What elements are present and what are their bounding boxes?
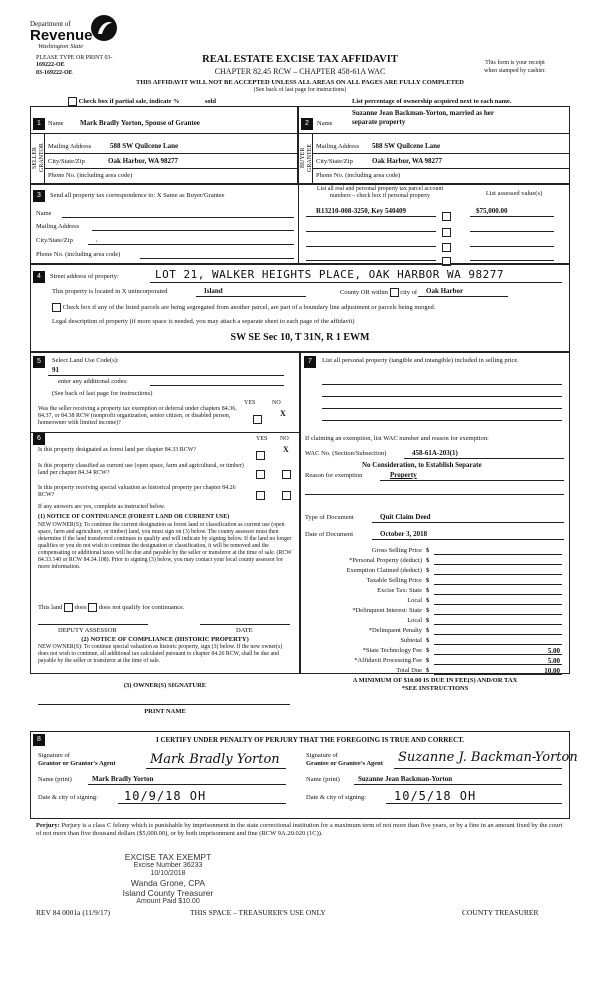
fee-input-line — [434, 594, 562, 595]
certify-statement: I CERTIFY UNDER PENALTY OF PERJURY THAT THE FOREGOING IS TRUE AND CORRECT. — [155, 736, 464, 744]
fee-input-line — [434, 564, 562, 565]
fee-currency: $ — [426, 607, 430, 614]
section-number-6: 6 — [33, 433, 45, 445]
s3-phone-label: Phone No. (including area code) — [36, 251, 121, 258]
grantor-signature: Mark Bradly Yorton — [150, 752, 280, 767]
s5-exempt-yes-checkbox[interactable] — [253, 410, 262, 428]
reason-line-1: No Consideration, to Establish Separate — [362, 461, 482, 469]
county-treasurer-label: COUNTY TREASURER — [462, 908, 539, 917]
doc-date-value: October 3, 2018 — [380, 530, 428, 538]
fee-label: Local — [407, 597, 422, 604]
assessed-header: List assessed value(s) — [485, 190, 543, 197]
grantor-date-label: Date & city of signing: — [38, 794, 98, 801]
fee-currency: $ — [426, 627, 430, 634]
s6-if-yes: If any answers are yes, complete as instructed below. — [38, 504, 166, 510]
grantee-name: Suzanne Jean Backman-Yorton — [358, 775, 453, 783]
perjury-notice: Perjury: Perjury is a class C felony which is punishable by imprisonment in the state correctional institution for a maximum term of not more than five years, or by a fine in an amount fixed by the court of not more than five thousand dollars ($5,000.00), or by both imprisonment and fine (RCW 9A.20.020 (1C)). — [36, 822, 563, 837]
dor-logo-mark — [90, 14, 118, 42]
notice-2-title: (2) NOTICE OF COMPLIANCE (HISTORIC PROPERTY) — [81, 636, 249, 643]
buyer-city: Oak Harbor, WA 98277 — [372, 157, 443, 165]
parcel-number: R13210-008-3250, Key 540409 — [316, 207, 407, 215]
fee-input-line — [434, 604, 562, 605]
fee-label: Total Due — [396, 667, 422, 674]
s3-name-label: Name — [36, 210, 52, 217]
fee-row — [302, 596, 568, 606]
fee-row — [302, 646, 568, 656]
fee-input-line — [434, 554, 562, 555]
buyer-mailing: 588 SW Quilcene Lane — [372, 142, 441, 150]
fee-row — [302, 606, 568, 616]
notice-1-body: NEW OWNER(S): To continue the current designation as forest land or classification as current use (open space, farm and agriculture, or timber) land, you must sign on (3) below. The county assessor must then determine if the land transferred continues to qualify and will indicate by signing below. If the land no longer qualifies or you do not wish to continue the designation or classification, it will be removed and the compensating or additional taxes will be due and payable by the seller or transferor at the time of sale. (RCW 84.33.140 or RCW 84.34.108). Prior to signing (3) below, you may contact your local county assessor for more information. — [38, 522, 292, 570]
fee-table — [302, 546, 568, 676]
seller-mailing: 588 SW Quilcene Lane — [110, 142, 179, 150]
see-back: (See back of last page for instructions) — [253, 87, 347, 93]
s5-see-back: (See back of last page for instructions) — [52, 390, 153, 397]
s6-q2-yes-checkbox[interactable] — [256, 465, 265, 483]
parcel-header-1: List all real and personal property tax parcel account — [316, 186, 444, 192]
s5-exempt-question: Was the seller receiving a property tax exemption or deferral under chapters 84.36, 84.37, or 84.38 RCW (nonprofit organization, senior citizen, or disabled person, homeowner with limited income)? — [38, 406, 237, 426]
seller-name-label: Name — [48, 120, 64, 127]
fee-currency: $ — [426, 647, 430, 654]
fee-currency: $ — [426, 577, 430, 584]
notice-2-body: NEW OWNER(S): To continue special valuation as historic property, sign (3) below. If the new owner(s) does not wish to continue, all additional tax calculated pursuant to chapter 84.26 RCW, shall be due and payable by the seller or transferor at the time of sale. — [38, 644, 283, 664]
land-use-code: 91 — [52, 366, 59, 374]
fee-label: Subtotal — [400, 637, 422, 644]
logo-name: Revenue — [30, 27, 93, 44]
s6-yes-header: YES — [256, 436, 268, 442]
deputy-assessor-label: DEPUTY ASSESSOR — [58, 627, 117, 634]
fee-currency: $ — [426, 567, 430, 574]
doc-id-1: 169222-OE — [36, 62, 65, 68]
seller-side-label: SELLER GRANTOR — [32, 143, 45, 173]
doc-id-2: 03-169222-OE — [36, 70, 73, 76]
legal-label: Legal description of property (if more space is needed, you may attach a separate sheet to each page of the affidavit) — [52, 318, 355, 325]
buyer-phone-label: Phone No. (including area code) — [316, 172, 401, 179]
wac-label: WAC No. (Section/Subsection) — [305, 450, 387, 457]
s5-no-header: NO — [272, 400, 281, 406]
fee-label: *Affidavit Processing Fee — [354, 657, 422, 664]
fee-row — [302, 626, 568, 636]
logo-state: Washington State — [38, 43, 84, 50]
fee-input-line — [434, 634, 562, 635]
parcel-header-2: numbers – check box if personal property — [330, 193, 430, 199]
buyer-city-label: City/State/Zip — [316, 158, 353, 165]
segregated-row — [52, 303, 435, 312]
form-subtitle: CHAPTER 82.45 RCW – CHAPTER 458-61A WAC — [214, 67, 386, 76]
county-or-within: County OR within city of — [340, 288, 418, 296]
street-label: Street address of property: — [50, 273, 119, 280]
s6-q1-yes-checkbox[interactable] — [256, 446, 265, 464]
fee-input-line — [434, 664, 562, 665]
section-number-3: 3 — [33, 190, 45, 202]
assessor-date-label: DATE — [236, 627, 253, 634]
fee-currency: $ — [426, 667, 430, 674]
fee-row — [302, 576, 568, 586]
fee-currency: $ — [426, 557, 430, 564]
s6-q3: Is this property receiving special valuation as historical property per chapter 84.26 RCW? — [38, 485, 236, 498]
fee-value: 10.00 — [544, 667, 560, 675]
fee-row — [302, 666, 568, 676]
dor-logo — [30, 14, 125, 54]
buyer-side-label: BUYER GRANTEE — [300, 144, 313, 172]
land-use-label: Select Land Use Code(s): — [52, 357, 119, 364]
fee-currency: $ — [426, 597, 430, 604]
s6-q2: Is this property classified as current use (open space, farm and agricultural, or timber) land per chapter 84.34 RCW? — [38, 463, 244, 476]
fee-currency: $ — [426, 587, 430, 594]
grantor-name: Mark Bradly Yorton — [92, 775, 154, 783]
county-value: Island — [204, 287, 223, 295]
city-value: Oak Harbor — [426, 287, 464, 295]
buyer-name-2: separate property — [352, 118, 406, 126]
see-instructions: *SEE INSTRUCTIONS — [401, 685, 469, 692]
fee-input-line — [434, 624, 562, 625]
grantee-date: 10/5/18 OH — [394, 789, 477, 803]
section-number-7: 7 — [304, 356, 316, 368]
grantee-name-label: Name (print) — [306, 776, 340, 783]
seller-name: Mark Bradly Yorton, Spouse of Grantee — [80, 119, 200, 127]
treasurer-use-only: THIS SPACE – TREASURER'S USE ONLY — [190, 908, 326, 917]
grantor-name-label: Name (print) — [38, 776, 72, 783]
fee-row — [302, 636, 568, 646]
section-number-4: 4 — [33, 271, 45, 283]
section-5-6 — [30, 352, 300, 674]
sold-label: sold — [204, 97, 217, 105]
fee-currency: $ — [426, 657, 430, 664]
fee-row — [302, 656, 568, 666]
minimum-due: A MINIMUM OF $10.00 IS DUE IN FEE(S) AND/OR TAX — [352, 677, 518, 684]
fee-label: Exemption Claimed (deduct) — [346, 567, 422, 574]
fee-input-line — [434, 644, 562, 645]
buyer-name-label: Name — [317, 120, 333, 127]
section-number-8: 8 — [33, 734, 45, 746]
seller-city-label: City/State/Zip — [48, 158, 85, 165]
grantee-date-label: Date & city of signing: — [306, 794, 366, 801]
fee-currency: $ — [426, 617, 430, 624]
fee-row — [302, 546, 568, 556]
reason-line-2: Property — [390, 471, 417, 479]
grantee-signature: Suzanne J. Backman-Yorton — [398, 750, 578, 765]
s6-q3-no-checkbox[interactable] — [282, 486, 291, 504]
receipt-note-2: when stamped by cashier. — [484, 68, 546, 74]
fee-label: *State Technology Fee — [362, 647, 422, 654]
fee-label: *Delinquent Penalty — [368, 627, 422, 634]
partial-sale-checkbox[interactable] — [68, 97, 77, 106]
fee-label: Gross Selling Price — [371, 547, 422, 554]
send-correspondence: Send all property tax correspondence to: X Same as Buyer/Grantee — [50, 192, 225, 199]
does-checkbox[interactable] — [64, 603, 73, 612]
additional-codes-label: enter any additional codes: — [58, 378, 128, 385]
treasurer-stamp: EXCISE TAX EXEMPT Excise Number 36233 10/10/2018 Wanda Grone, CPA Island County Treasurer Amount Paid $10.00 — [122, 852, 214, 905]
s5-yes-header: YES — [244, 400, 256, 406]
fee-input-line — [434, 574, 562, 575]
partial-sale-label: Check box if partial sale, indicate % — [78, 97, 180, 105]
buyer-name-1: Suzanne Jean Backman-Yorton, married as her — [352, 109, 494, 117]
s6-no-header: NO — [280, 436, 289, 442]
segregated-checkbox[interactable] — [52, 303, 61, 312]
s6-q3-yes-checkbox[interactable] — [256, 486, 265, 504]
warning-text: THIS AFFIDAVIT WILL NOT BE ACCEPTED UNLESS ALL AREAS ON ALL PAGES ARE FULLY COMPLETED — [136, 79, 464, 86]
doc-type-label: Type of Document — [305, 514, 354, 521]
fee-currency: $ — [426, 637, 430, 644]
fee-label: *Personal Property (deduct) — [349, 557, 422, 564]
fee-label: Excise Tax: State — [377, 587, 422, 594]
fee-input-line — [434, 614, 562, 615]
fee-label: *Delinquent Interest: State — [352, 607, 422, 614]
grantor-sig-label-2: Grantor or Grantor's Agent — [38, 760, 116, 767]
reason-label: Reason for exemption — [305, 472, 363, 479]
form-title: REAL ESTATE EXCISE TAX AFFIDAVIT — [202, 54, 398, 65]
segregated-label: Check box if any of the listed parcels are being segregated from another parcel, are part of a boundary line adjustment or parcels being merged. — [62, 303, 436, 311]
receipt-note-1: This form is your receipt — [485, 60, 545, 66]
located-label: This property is located in X unincorporated — [52, 288, 168, 295]
fee-input-line — [434, 654, 562, 655]
s3-city-label: City/State/Zip — [36, 237, 73, 244]
fee-label: Local — [407, 617, 422, 624]
doc-date-label: Date of Document — [305, 531, 354, 538]
grantor-sig-label-1: Signature of — [38, 752, 70, 759]
grantee-sig-label-1: Signature of — [306, 752, 338, 759]
exemption-label: If claiming an exemption, list WAC number and reason for exemption: — [305, 435, 489, 442]
fee-row — [302, 566, 568, 576]
fee-input-line — [434, 674, 562, 675]
seller-mailing-label: Mailing Address — [48, 143, 92, 150]
seller-phone-label: Phone No. (including area code) — [48, 172, 133, 179]
s6-q1-answer: X — [283, 445, 289, 454]
qualify-row: This land does does not qualify for continuance. — [38, 603, 185, 611]
fee-input-line — [434, 584, 562, 585]
s3-city-value: , — [96, 236, 98, 243]
please-type: PLEASE TYPE OR PRINT 03- — [36, 55, 113, 61]
partial-sale-row — [68, 97, 216, 106]
section-number-1: 1 — [33, 118, 45, 130]
doc-type-value: Quit Claim Deed — [380, 513, 431, 521]
city-of-checkbox[interactable] — [390, 288, 399, 297]
fee-label: Taxable Selling Price — [366, 577, 422, 584]
fee-currency: $ — [426, 547, 430, 554]
grantee-sig-label-2: Grantee or Grantee's Agent — [306, 760, 383, 767]
s6-q1: Is this property designated as forest land per chapter 84.33 RCW? — [38, 447, 197, 453]
notice-1-title: (1) NOTICE OF CONTINUANCE (FOREST LAND OR CURRENT USE) — [38, 514, 230, 520]
fee-row — [302, 616, 568, 626]
logo-dept: Department of — [30, 20, 71, 28]
section-number-2: 2 — [301, 118, 313, 130]
grantor-date: 10/9/18 OH — [124, 789, 207, 803]
owner-signature-label: (3) OWNER(S) SIGNATURE — [123, 682, 207, 689]
fee-row — [302, 586, 568, 596]
fee-row — [302, 556, 568, 566]
personal-property-label: List all personal property (tangible and intangible) included in selling price. — [322, 357, 519, 364]
s6-q2-no-checkbox[interactable] — [282, 465, 291, 483]
wac-value: 458-61A-203(1) — [412, 449, 458, 457]
legal-description: SW SE Sec 10, T 31N, R 1 EWM — [230, 332, 370, 343]
street-value: LOT 21, WALKER HEIGHTS PLACE, OAK HARBOR WA 98277 — [155, 268, 505, 281]
buyer-mailing-label: Mailing Address — [316, 143, 360, 150]
does-not-checkbox[interactable] — [88, 603, 97, 612]
s5-exempt-answer: X — [280, 409, 286, 418]
seller-city: Oak Harbor, WA 98277 — [108, 157, 179, 165]
ownership-note: List percentage of ownership acquired next to each name. — [352, 98, 512, 105]
fee-value: 5.00 — [547, 657, 560, 665]
form-revision: REV 84 0001a (11/9/17) — [36, 908, 110, 917]
section-number-5: 5 — [33, 356, 45, 368]
s3-mailing-label: Mailing Address — [36, 223, 80, 230]
assessed-value: $75,000.00 — [476, 207, 508, 215]
fee-value: 5.00 — [547, 647, 560, 655]
print-name-label: PRINT NAME — [144, 708, 186, 715]
